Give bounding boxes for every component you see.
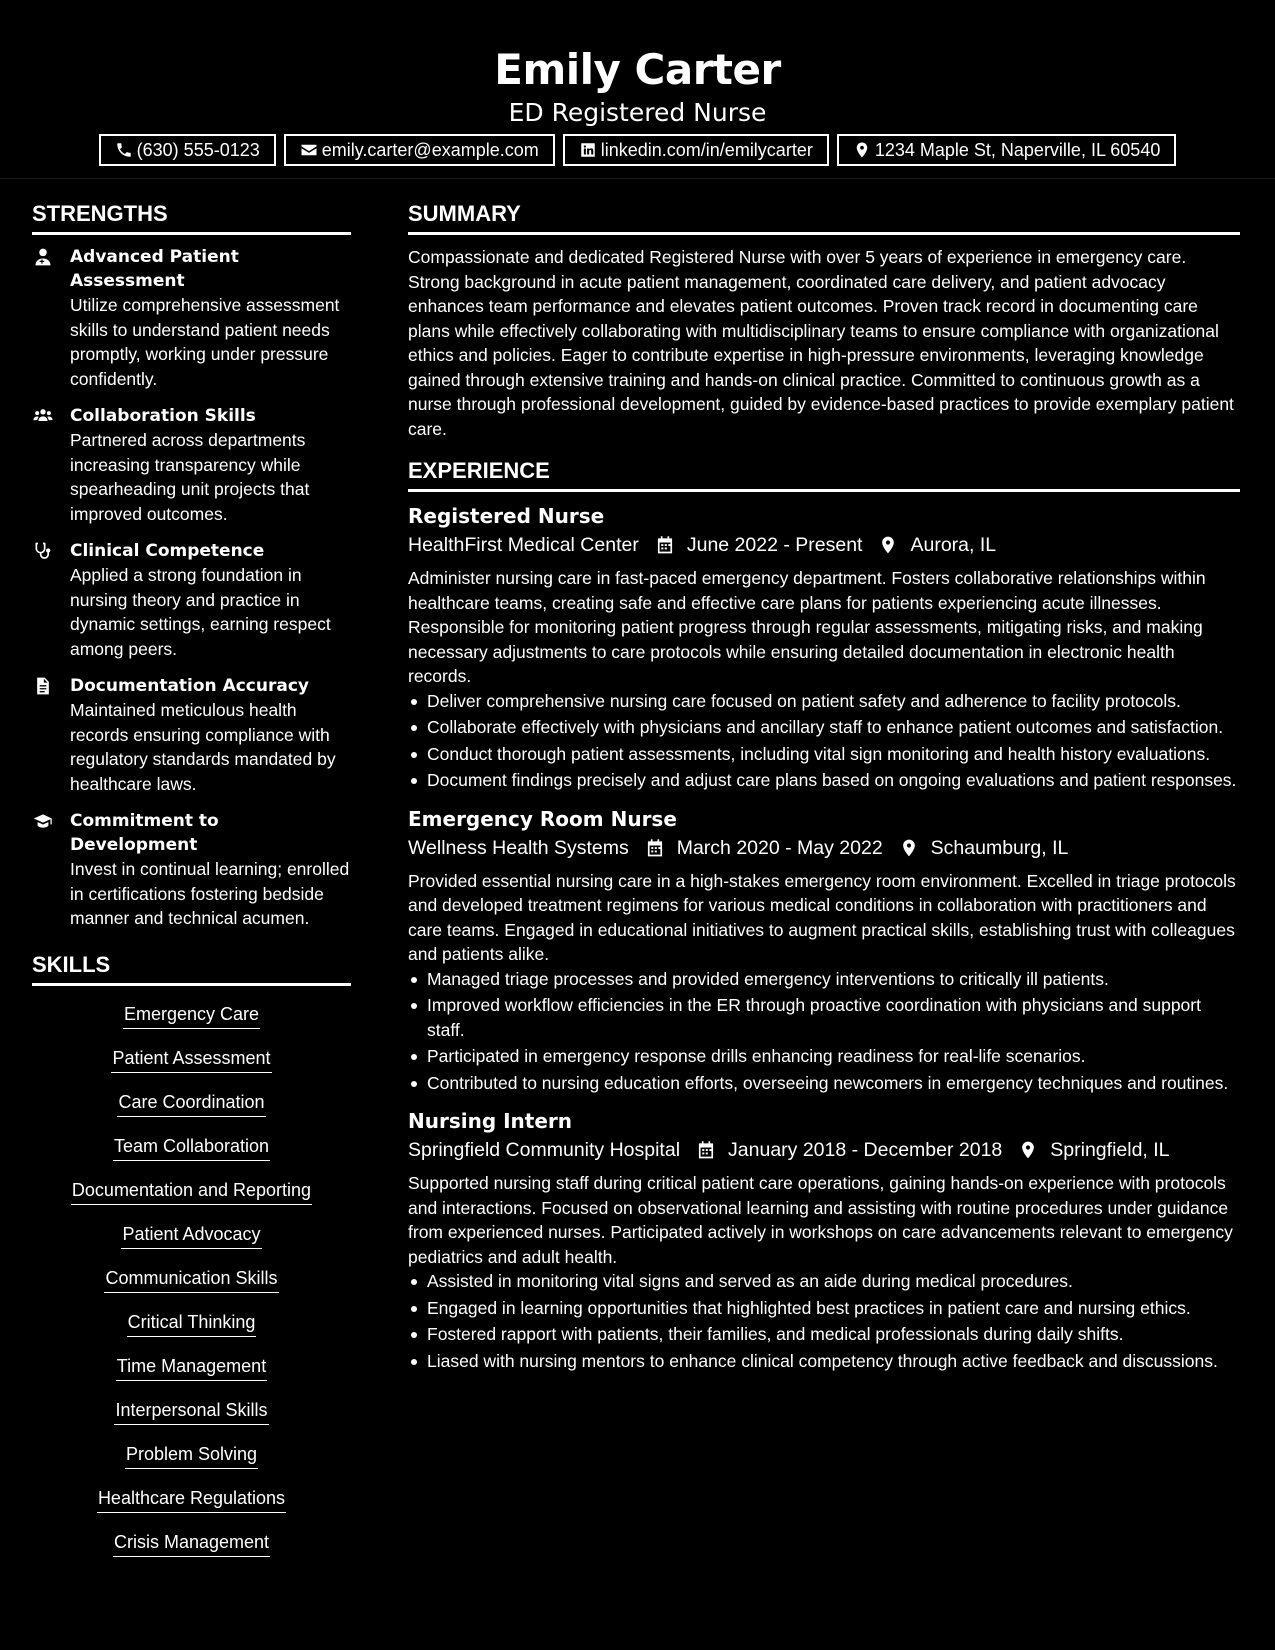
contact-address [837,134,1177,166]
skill-tag: Communication Skills [104,1266,278,1293]
job-meta [408,530,1240,560]
job-meta [408,833,1240,863]
strength-description: Applied a strong foundation in nursing theory and practice in dynamic settings, earning respect among peers. [70,565,331,659]
summary-text: Compassionate and dedicated Registered Nurse with over 5 years of experience in emergency care. Strong background in acute patient management, coordinated care delivery, and patient advocacy enhances team performance and elevates patient outcomes. Proven track record in documenting care plans while effectively collaborating with multidisciplinary teams to ensure compliance with organizational ethics and policies. Eager to contribute expertise in high-pressure environments, leveraging knowledge gained through extensive training and hands-on clinical practice. Committed to continuous growth as a nurse through professional development, guided by evidence-based practices to provide exemplary patient care. [408,247,1234,439]
job-entry [408,502,1240,793]
left-column [32,200,351,1574]
strength-title: Commitment to Development [70,811,219,855]
job-description: Supported nursing staff during critical patient care operations, gaining hands-on experience with protocols and interactions. Focused on observational learning and assisting with routine procedures under guidance from experienced nurses. Participated actively in workshops on care advancements relevant to emergency pediatrics and adult health. [408,1173,1233,1267]
job-description: Provided essential nursing care in a high-stakes emergency room environment. Excelled in triage protocols and developed treatment regimens for various medical conditions in collaboration with practitioners and care teams. Engaged in educational initiatives to augment practical skills, establishing trust with colleagues and patients alike. [408,870,1236,964]
strength-description: Invest in continual learning; enrolled in certifications fostering bedside manner and technical acumen. [70,859,350,928]
skill-tag: Problem Solving [125,1442,258,1469]
job-company: HealthFirst Medical Center [408,534,639,556]
calendar-icon [696,1140,716,1160]
strength-item [32,404,351,526]
job-bullets [408,689,1240,793]
right-column [408,200,1240,1385]
job-dates: January 2018 - December 2018 [728,1139,1003,1161]
skill-tag: Time Management [116,1354,267,1381]
job-title: Nursing Intern [408,1109,573,1133]
job-bullet: Conduct thorough patient assessments, including vital sign monitoring and health history evaluations. [408,742,1240,767]
strength-item [32,674,351,796]
contact-bar [0,134,1275,166]
skill-tag: Team Collaboration [113,1134,270,1161]
stethoscope-icon [32,541,54,561]
skill-tag: Patient Advocacy [121,1222,261,1249]
skills-heading: SKILLS [32,951,351,986]
job-bullet: Deliver comprehensive nursing care focused on patient safety and adherence to facility protocols. [408,689,1240,714]
job-entry [408,805,1240,1096]
job-bullet: Assisted in monitoring vital signs and served as an aide during medical procedures. [408,1269,1240,1294]
map-pin-icon [853,141,871,159]
strength-item [32,539,351,661]
strength-item [32,245,351,391]
job-bullet: Liased with nursing mentors to enhance clinical competency through active feedback and discussions. [408,1349,1240,1374]
job-bullet: Collaborate effectively with physicians and ancillary staff to enhance patient outcomes and satisfaction. [408,715,1240,740]
job-location: Schaumburg, IL [930,836,1069,859]
skill-tag: Patient Assessment [111,1046,271,1073]
map-pin-icon [899,838,919,858]
job-entry [408,1107,1240,1373]
job-bullet: Fostered rapport with patients, their families, and medical professionals during daily shifts. [408,1322,1240,1347]
strength-title: Advanced Patient Assessment [70,247,239,291]
graduation-cap-icon [32,811,54,831]
map-pin-icon [1018,1140,1038,1160]
skill-list [32,996,351,1574]
job-company: Wellness Health Systems [408,836,629,859]
email-text: emily.carter@example.com [321,140,539,160]
job-bullets [408,1269,1240,1373]
job-dates: March 2020 - May 2022 [676,836,883,859]
skill-tag: Interpersonal Skills [114,1398,268,1425]
job-bullet: Participated in emergency response drills enhancing readiness for real-life scenarios. [408,1044,1240,1069]
strengths-heading: STRENGTHS [32,200,351,235]
job-bullet: Improved workflow efficiencies in the ER through proactive coordination with physicians and support staff. [408,993,1240,1042]
calendar-icon [645,838,665,858]
job-title: Registered Nurse [408,504,605,528]
strength-title: Collaboration Skills [70,406,256,426]
envelope-icon [300,141,318,159]
map-pin-icon [878,535,898,555]
linkedin-text: linkedin.com/in/emilycarter [600,140,813,160]
summary-section [408,200,1240,441]
experience-section [408,457,1240,1373]
skill-tag: Care Coordination [117,1090,265,1117]
job-bullet: Contributed to nursing education efforts, overseeing newcomers in emergency techniques and routines. [408,1071,1240,1096]
strengths-section [32,200,351,931]
phone-text: (630) 555-0123 [136,140,260,160]
user-doctor-icon [32,247,54,267]
summary-heading: SUMMARY [408,200,1240,235]
job-description: Administer nursing care in fast-paced emergency department. Fosters collaborative relationships within healthcare teams, creating safe and effective care plans for patients experiencing acute illnesses. Responsible for monitoring patient progress through regular assessments, mitigating risks, and making necessary adjustments to care protocols while ensuring detailed documentation in electronic health records. [408,568,1206,686]
job-bullets [408,967,1240,1096]
strength-title: Documentation Accuracy [70,676,309,696]
job-meta [408,1135,1240,1165]
address-text: 1234 Maple St, Naperville, IL 60540 [874,140,1161,160]
strength-description: Utilize comprehensive assessment skills to understand patient needs promptly, working under pressure confidently. [70,295,340,389]
job-dates: June 2022 - Present [686,534,863,556]
strength-description: Maintained meticulous health records ensuring compliance with regulatory standards mandated by healthcare laws. [70,700,336,794]
file-icon [32,676,54,696]
job-title: Emergency Room Nurse [408,806,677,831]
calendar-icon [655,535,675,555]
contact-linkedin[interactable] [563,134,829,166]
candidate-name: Emily Carter [494,45,781,94]
strength-description: Partnered across departments increasing transparency while spearheading unit projects that improved outcomes. [70,430,310,524]
job-bullet: Document findings precisely and adjust care plans based on ongoing evaluations and patient responses. [408,768,1240,793]
skill-tag: Healthcare Regulations [97,1486,286,1513]
skill-tag: Emergency Care [123,1002,260,1029]
job-company: Springfield Community Hospital [408,1139,681,1161]
users-icon [32,406,54,426]
skill-tag: Documentation and Reporting [71,1178,312,1205]
strength-title: Clinical Competence [70,541,265,561]
job-title-headline: ED Registered Nurse [508,98,767,127]
resume-header [0,0,1275,179]
linkedin-icon [579,141,597,159]
skill-tag: Crisis Management [113,1530,270,1557]
skills-section [32,951,351,1574]
strength-item [32,809,351,931]
job-location: Aurora, IL [910,534,997,556]
job-bullet: Engaged in learning opportunities that highlighted best practices in patient care and nursing ethics. [408,1296,1240,1321]
job-bullet: Managed triage processes and provided emergency interventions to critically ill patients. [408,967,1240,992]
contact-email[interactable] [284,134,555,166]
skill-tag: Critical Thinking [127,1310,257,1337]
phone-icon [115,141,133,159]
contact-phone [99,134,276,166]
job-location: Springfield, IL [1050,1139,1170,1161]
experience-heading: EXPERIENCE [408,457,1240,492]
